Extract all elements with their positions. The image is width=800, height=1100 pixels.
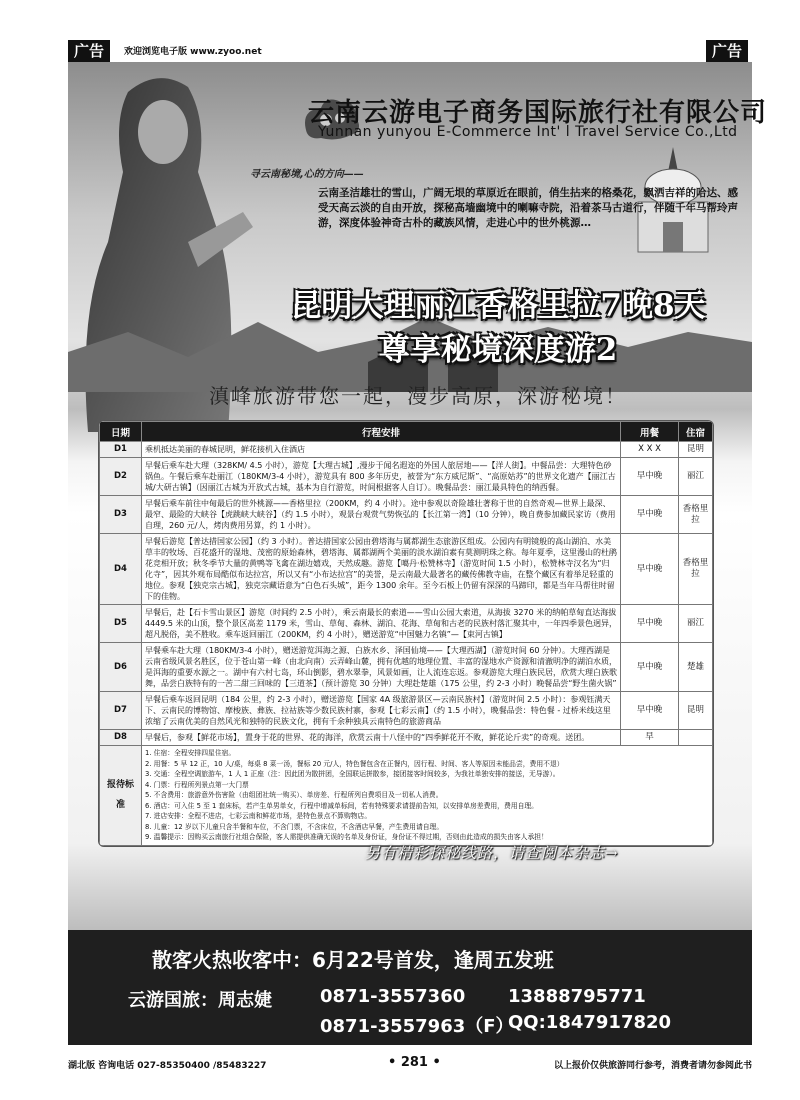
stay-cell: 香格里拉 xyxy=(679,534,713,605)
table-row xyxy=(100,605,713,643)
stay-cell: 楚雄 xyxy=(679,643,713,692)
stay-cell: 昆明 xyxy=(679,442,713,458)
table-row xyxy=(100,442,713,458)
day-cell: D1 xyxy=(100,442,142,458)
footer-contact: 湖北版 咨询电话 027-85350400 /85483227 xyxy=(68,1061,267,1071)
note-line: 3. 交通：全程空调旅游车，1 人 1 正座（注：因此团为散拼团，全国联运拼散参，接团接客时间较多，为我社单独安排的接送，无导游）。 xyxy=(145,770,560,778)
intro-paragraph: 云南圣洁雄壮的雪山，广阔无垠的草原近在眼前，俏生拈来的格桑花，飘洒吉祥的哈达、感受天高云淡的自由开放，探秘高墙幽境中的喇嘛寺院，沿着茶马古道行，伴随千年马帮玲声游，深度体验神奇古朴的藏族风情，走进心中的世外桃源… xyxy=(318,187,738,229)
top-bar xyxy=(68,40,748,62)
table-header-row xyxy=(100,422,713,442)
meal-cell: 早中晚 xyxy=(621,534,679,605)
meal-cell: 早中晚 xyxy=(621,496,679,534)
fax-number: 0871-3557963（F） xyxy=(320,1016,514,1037)
stay-cell: 丽江 xyxy=(679,458,713,496)
company-name-cn: 云南云游电子商务国际旅行社有限公司 xyxy=(308,98,768,128)
notes-cell xyxy=(142,746,713,846)
stay-cell: 香格里拉 xyxy=(679,496,713,534)
note-line: 8. 儿童：12 岁以下儿童只含半餐和车位，不含门票，不含床位，不含酒店早餐，产生费用请自理。 xyxy=(145,822,444,831)
note-line: 2. 用餐：5 早 12 正，10 人/桌，每桌 8 菜一汤，餐标 20 元/人，特色餐包含在正餐内，因行程、时间、客人等原因未能品尝，费用不退） xyxy=(145,759,564,768)
notes-label: 报待标准 xyxy=(100,746,142,846)
note-line: 4. 门票：行程所列景点第一大门票 xyxy=(145,780,249,789)
note-line: 6. 酒店：可入住 5 至 1 套床标，若产生单男单女，行程中增减单标间，若有特殊要求请提前告知，以安排单房差费用，费用自理。 xyxy=(145,801,538,810)
contact-label: 云游国旅：周志婕 xyxy=(128,990,272,1011)
plan-cell: 乘机抵达美丽的春城昆明，鲜花接机入住酒店 xyxy=(142,442,621,458)
meal-cell: 早中晚 xyxy=(621,458,679,496)
tagline: 寻云南秘境,心的方向—— xyxy=(250,169,364,180)
itinerary-table xyxy=(98,420,714,847)
day-cell: D6 xyxy=(100,643,142,692)
note-line: 1. 住宿：全程安排四星住宿。 xyxy=(145,749,236,757)
main-title-line2: 尊享秘境深度游2 xyxy=(378,332,618,368)
plan-cell: 早餐后乘车前往中甸最后的世外桃源——香格里拉（200KM，约 4 小时）。途中参观以奇险雄壮著称于世的自然奇观—世界上最深、最窄、最险的大峡谷【虎跳峡大峡谷】（约 1.5 小时），观景台观赏气势恢弘的【长江第一湾】（10 分钟），晚自费参加藏民家访（费用自理，260 元/人，烤肉费用另算，约 1 小时）。 xyxy=(142,496,621,534)
meal-cell: 早中晚 xyxy=(621,643,679,692)
note-line: 7. 进店安排：全程不进店，七彩云南和鲜花市场，是特色景点不算购物店。 xyxy=(145,812,372,820)
col-header-date: 日期 xyxy=(100,422,142,442)
meal-cell: 早中晚 xyxy=(621,605,679,643)
plan-cell: 早餐后，赴【石卡雪山景区】游览（时间约 2.5 小时），乘云南最长的索道——雪山公园大索道，从海拔 3270 米的纳帕草甸直达海拔 4449.5 米的山顶，整个景区高差 1179 米，雪山、草甸、森林、湖泊、花海、草甸和古老的民族村落汇聚其中，一年四季景色迥异，超凡脱俗，美不胜收。乘车返回丽江（200KM，约 4 小时），赠送游览“中国魅力名镇”—【束河古镇】 xyxy=(142,605,621,643)
note-line: 9. 温馨提示：因购买云南旅行社组合保险，客人需提供准确无误的名单及身份证，身份证不得过期，否则由此造成的损失由客人承担！ xyxy=(145,833,548,841)
plan-cell: 早餐后游览【普达措国家公园】（约 3 小时）。普达措国家公园由碧塔海与属都湖生态旅游区组成。公园内有明镜般的高山湖泊、水美草丰的牧场、百花盛开的湿地、茂密的原始森林，碧塔海、属都湖两个美丽的淡水湖泊素有莫测明珠之称。每年夏季，这里漫山的杜鹃花竞相开放；秋冬季节大量的黄鸭等飞禽在湖边嬉戏，天然成趣。游览【噶丹·松赞林寺】（游览时间 1.5 小时），松赞林寺汉名为“归化寺”，因其外观布局酷似布达拉宫，所以又有“小布达拉宫”的美誉，是云南最大最著名的藏传佛教寺庙，在整个藏区有着举足轻重的地位。参观【独克宗古城】，独克宗藏语意为“白色石头城”，距今 1300 余年。至今石板上仍留有深深的马蹄印，都是当年马帮往时留下的佳物。 xyxy=(142,534,621,605)
note-line: 5. 不含费用：旅游意外伤害险（由组团社统一购买）、单房差、行程所列自费项目及一切私人消费。 xyxy=(145,791,443,799)
qq-number: QQ:1847917820 xyxy=(508,1012,672,1033)
day-cell: D3 xyxy=(100,496,142,534)
table-row xyxy=(100,730,713,746)
meal-cell: X X X xyxy=(621,442,679,458)
table-row xyxy=(100,458,713,496)
plan-cell: 早餐后乘车返回昆明（184 公里，约 2-3 小时），赠送游览【国家 4A 级旅游景区—云南民族村】（游览时间 2.5 小时）：参观钰满天下、云南民的博物馆、摩梭族、彝族、拉祜族等少数民族村寨，参观【七彩云南】（约 1.5 小时），晚餐品尝：特色餐 - 过桥米线这里浓缩了云南优美的自然风光和独特的民族文化，拥有千余种独具云南特色的旅游商品 xyxy=(142,692,621,730)
stay-cell xyxy=(679,730,713,746)
table-row xyxy=(100,496,713,534)
page-footer xyxy=(68,1055,752,1073)
footer-disclaimer: 以上报价仅供旅游同行参考，消费者请勿参阅此书 xyxy=(553,1061,752,1071)
plan-cell: 早餐乘车赴大理（180KM/3-4 小时），赠送游览洱海之源、白族水乡、泽国仙境——【大理西湖】（游览时间 60 分钟）。大理西湖是云南省级风景名胜区，位于苍山第一峰（由北向南）云弄峰山麓，拥有优越的地理位置、丰富的湿地水产资源和清澈明净的湖泊水质，是洱海的重要水源之一。湖中有六村七岛，环山倒影，碧水翠拳，风景如画，让人流连忘返。参观游览大理白族民居，欣赏大理白族歌舞，品尝白族特有的一苦二甜三回味的【三道茶】（预计游览 30 分钟）大理赴楚雄（175 公里，约 2-3 小时）晚餐品尝“野生菌火锅” xyxy=(142,643,621,692)
meal-cell: 早 xyxy=(621,730,679,746)
plan-cell: 早餐后，参观【鲜花市场】，置身于花的世界、花的海洋，欣赏云南十八怪中的“四季鲜花开不败，鲜花论斤卖”的奇观。送团。 xyxy=(142,730,621,746)
col-header-meal: 用餐 xyxy=(621,422,679,442)
table-row xyxy=(100,692,713,730)
mobile-number: 13888795771 xyxy=(508,986,646,1007)
ad-tag-right: 广告 xyxy=(706,40,748,62)
welcome-text: 欢迎浏览电子版 www.zyoo.net xyxy=(124,47,262,57)
company-name-en: Yunnan yunyou E-Commerce Int' l Travel Service Co.,Ltd xyxy=(318,124,738,140)
col-header-plan: 行程安排 xyxy=(142,422,621,442)
promo-banner xyxy=(68,930,752,1045)
meal-cell: 早中晚 xyxy=(621,692,679,730)
day-cell: D7 xyxy=(100,692,142,730)
more-routes-text: 另有精彩探秘线路，请查阅本杂志→ xyxy=(365,844,619,862)
stay-cell: 丽江 xyxy=(679,605,713,643)
day-cell: D4 xyxy=(100,534,142,605)
day-cell: D2 xyxy=(100,458,142,496)
plan-cell: 早餐后乘车赴大理（328KM/ 4.5 小时），游览【大理古城】,漫步于闻名遐迩的外国人旅居地——【洋人街】。中餐品尝：大理特色砂锅鱼。午餐后乘车赴丽江（180KM/3-4 小时），游览具有 800 多年历史，被誉为“东方威尼斯”、“高原姑苏”的世界文化遗产【丽江古城/大研古镇】（因丽江古城为开放式古城，基本为自行游览，时间根据客人自订）。晚餐品尝：丽江最具特色的纳西餐。 xyxy=(142,458,621,496)
tour-slogan: 滇峰旅游带您一起，漫步高原，深游秘境！ xyxy=(209,384,627,408)
promo-headline: 散客火热收客中：6月22号首发，逢周五发班 xyxy=(152,948,554,972)
page-number: • 281 • xyxy=(388,1055,441,1070)
ad-tag-left: 广告 xyxy=(68,40,110,62)
table-row xyxy=(100,534,713,605)
table-row xyxy=(100,643,713,692)
stay-cell: 昆明 xyxy=(679,692,713,730)
day-cell: D5 xyxy=(100,605,142,643)
phone-number: 0871-3557360 xyxy=(320,986,466,1007)
notes-row xyxy=(100,746,713,846)
col-header-stay: 住宿 xyxy=(679,422,713,442)
main-title-line1: 昆明大理丽江香格里拉7晚8天 xyxy=(290,288,706,324)
day-cell: D8 xyxy=(100,730,142,746)
